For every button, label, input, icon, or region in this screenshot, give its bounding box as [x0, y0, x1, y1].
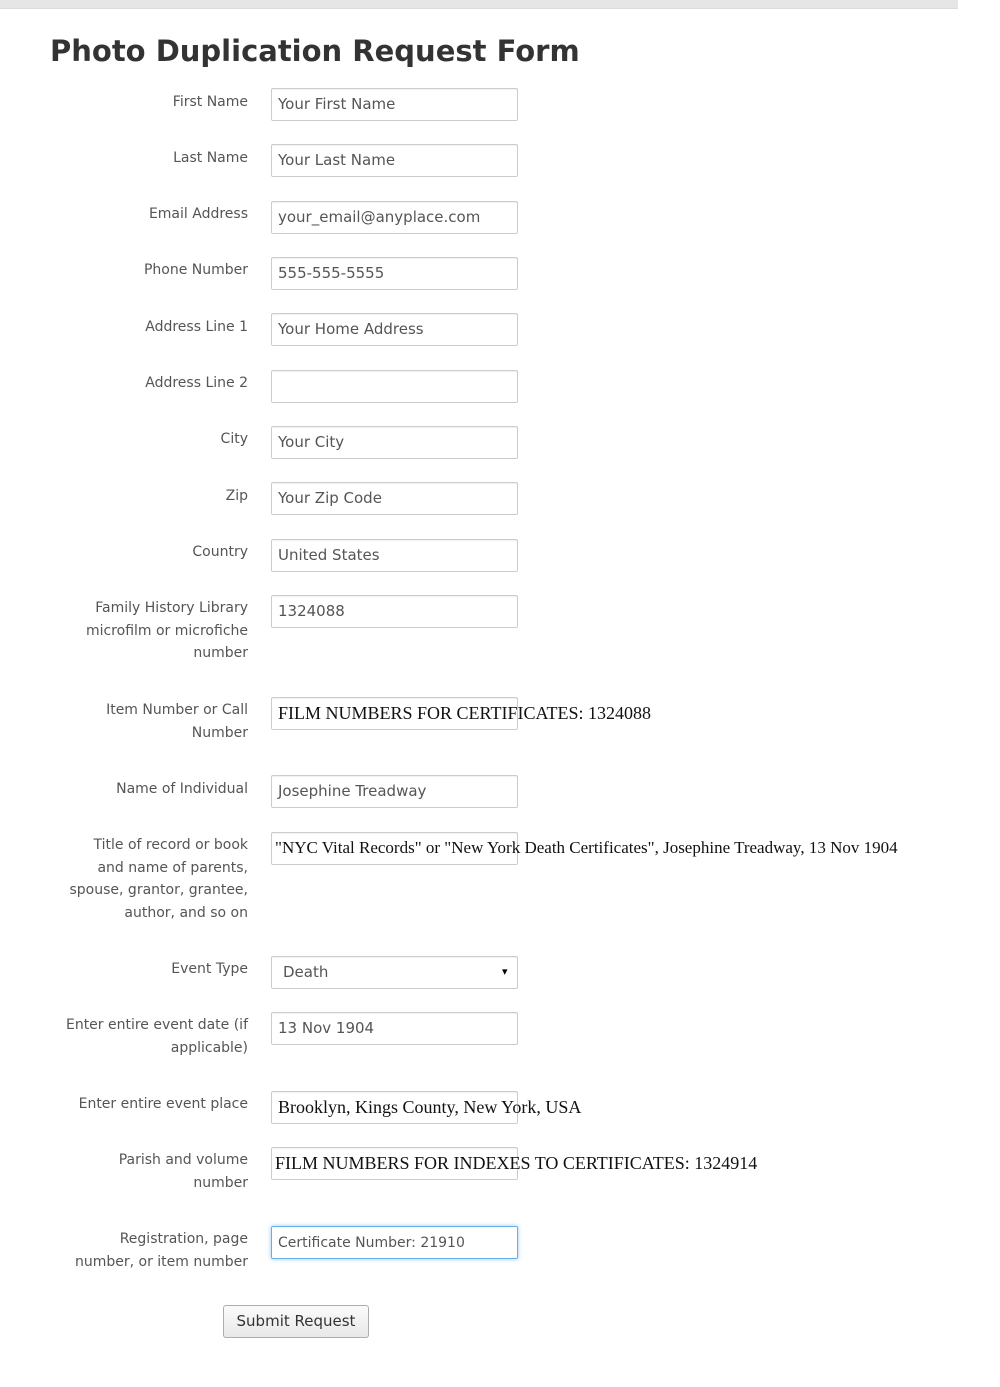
parish-volume-value: FILM NUMBERS FOR INDEXES TO CERTIFICATES: 1324914 [275, 1153, 758, 1173]
top-border-bar [0, 0, 958, 9]
record-title-label [40, 829, 248, 924]
first-name-value: Your First Name [278, 95, 396, 113]
individual-name-label: Name of Individual [116, 781, 248, 797]
item-number-value: FILM NUMBERS FOR CERTIFICATES: 1324088 [278, 703, 651, 723]
address-line-1-label: Address Line 1 [145, 319, 248, 335]
item-number-label-line-2: Number [191, 724, 248, 741]
first-name-label: First Name [172, 94, 248, 110]
registration-label-line-2: number, or item number [74, 1253, 248, 1270]
record-title-value: "NYC Vital Records" or "New York Death Certificates", Josephine Treadway, 13 Nov 1904 [275, 838, 898, 857]
event-date-label-line-1: Enter entire event date (if [65, 1017, 248, 1033]
address-line-1-value: Your Home Address [278, 320, 424, 338]
item-number-label [40, 694, 248, 744]
item-number-label-line-1: Item Number or Call [106, 702, 248, 718]
record-title-label-line-1: Title of record or book [93, 837, 248, 853]
phone-value: 555-555-5555 [278, 264, 385, 282]
zip-label: Zip [225, 488, 248, 504]
address-line-2-label: Address Line 2 [145, 375, 248, 391]
registration-value: Certificate Number: 21910 [278, 1235, 465, 1251]
event-date-value: 13 Nov 1904 [278, 1019, 375, 1037]
last-name-value: Your Last Name [278, 151, 396, 169]
email-value: your_email@anyplace.com [278, 208, 481, 226]
submit-request-button[interactable]: Submit Request [223, 1305, 369, 1338]
parish-volume-label [40, 1144, 248, 1194]
film-number-label [40, 592, 248, 665]
chevron-down-icon[interactable]: ▾ [502, 966, 508, 978]
film-number-label-line-3: number [193, 645, 248, 661]
record-title-label-line-3: spouse, grantor, grantee, [69, 882, 248, 898]
email-label: Email Address [148, 206, 248, 222]
event-place-label: Enter entire event place [78, 1096, 248, 1112]
last-name-label: Last Name [173, 150, 248, 166]
record-title-label-line-2: and name of parents, [97, 859, 248, 876]
registration-label-line-1: Registration, page [119, 1231, 248, 1247]
city-label: City [220, 431, 248, 447]
zip-value: Your Zip Code [278, 489, 382, 507]
event-date-label-line-2: applicable) [170, 1039, 248, 1056]
country-label: Country [192, 544, 248, 560]
phone-label: Phone Number [143, 262, 248, 278]
parish-volume-label-line-1: Parish and volume [118, 1152, 248, 1168]
film-number-value: 1324088 [278, 602, 345, 620]
registration-label [40, 1223, 248, 1273]
event-type-value: Death [283, 963, 329, 981]
city-value: Your City [278, 433, 345, 451]
page-title: Photo Duplication Request Form [50, 34, 580, 68]
address-line-2-input[interactable] [271, 370, 518, 403]
individual-name-value: Josephine Treadway [278, 782, 427, 800]
event-date-label [40, 1009, 248, 1059]
parish-volume-label-line-2: number [193, 1174, 248, 1191]
event-place-value: Brooklyn, Kings County, New York, USA [278, 1097, 582, 1117]
event-type-label: Event Type [171, 961, 248, 977]
film-number-label-line-2: microfilm or microfiche [85, 622, 248, 639]
country-value: United States [278, 546, 380, 564]
record-title-label-line-4: author, and so on [124, 904, 248, 921]
film-number-label-line-1: Family History Library [95, 600, 248, 616]
